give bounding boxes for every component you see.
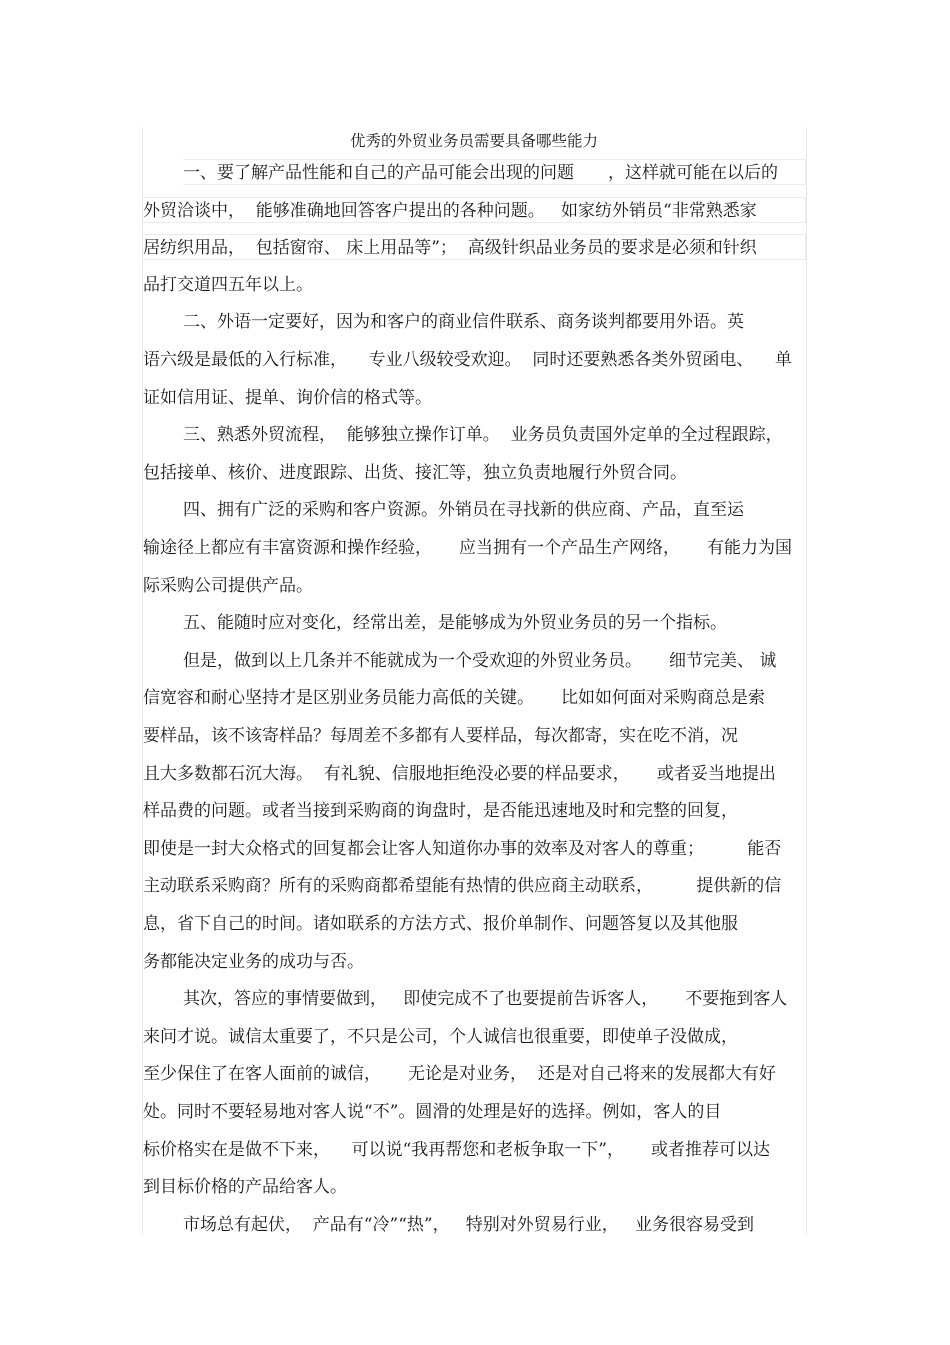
text-line: 三、熟悉外贸流程， 能够独立操作订单。 业务员负责国外定单的全过程跟踪， (183, 425, 783, 445)
text-line: 证如信用证、提单、询价信的格式等。 (143, 388, 432, 408)
text-line: 即使是一封大众格式的回复都会让客人知道你办事的效率及对客人的尊重； 能否 (143, 839, 782, 859)
text-line: 至少保住了在客人面前的诚信， 无论是对业务， 还是对自己将来的发展都大有好 (143, 1064, 776, 1084)
text-line: 四、拥有广泛的采购和客户资源。外销员在寻找新的供应商、产品，直至运 (183, 500, 744, 520)
text-line: 到目标价格的产品给客人。 (143, 1177, 347, 1197)
text-line: 际采购公司提供产品。 (143, 576, 313, 596)
text-line: 来问才说。诚信太重要了，不只是公司，个人诚信也很重要，即使单子没做成， (143, 1027, 738, 1047)
text-line: 外贸洽谈中， 能够准确地回答客户提出的各种问题。 如家纺外销员“非常熟悉家 (143, 197, 806, 223)
text-line: 要样品，该不该寄样品？每周差不多都有人要样品，每次都寄，实在吃不消，况 (143, 726, 738, 746)
text-line: 务都能决定业务的成功与否。 (143, 952, 364, 972)
text-line: 且大多数都石沉大海。 有礼貌、信服地拒绝没必要的样品要求， 或者妥当地提出 (143, 764, 776, 784)
text-line: 包括接单、核价、进度跟踪、出货、接汇等，独立负责地履行外贸合同。 (143, 463, 687, 483)
text-line: 标价格实在是做不下来， 可以说“我再帮您和老板争取一下”， 或者推荐可以达 (143, 1140, 771, 1160)
text-line: 品打交道四五年以上。 (143, 275, 313, 295)
page-frame-right (806, 127, 807, 1235)
text-line: 二、外语一定要好，因为和客户的商业信件联系、商务谈判都要用外语。英 (183, 312, 744, 332)
text-line: 处。同时不要轻易地对客人说“不”。圆滑的处理是好的选择。例如，客人的目 (143, 1102, 722, 1122)
text-line: 其次，答应的事情要做到， 即使完成不了也要提前告诉客人， 不要拖到客人 (183, 989, 788, 1009)
text-line: 语六级是最低的入行标准， 专业八级较受欢迎。 同时还要熟悉各类外贸函电、 单 (143, 350, 793, 370)
text-line: 一、要了解产品性能和自己的产品可能会出现的问题 ，这样就可能在以后的 (183, 159, 806, 185)
text-line: 市场总有起伏， 产品有“冷”“热”， 特别对外贸易行业， 业务很容易受到 (183, 1215, 754, 1235)
text-line: 息，省下自己的时间。诸如联系的方法方式、报价单制作、问题答复以及其他服 (143, 914, 738, 934)
text-line: 居纺织用品， 包括窗帘、 床上用品等”； 高级针织品业务员的要求是必须和针织 (143, 234, 806, 260)
text-line: 但是，做到以上几条并不能就成为一个受欢迎的外贸业务员。 细节完美、 诚 (183, 651, 777, 671)
document-title: 优秀的外贸业务员需要具备哪些能力 (349, 132, 598, 150)
text-line: 输途径上都应有丰富资源和操作经验， 应当拥有一个产品生产网络， 有能力为国 (143, 538, 793, 558)
text-line: 样品费的问题。或者当接到采购商的询盘时，是否能迅速地及时和完整的回复， (143, 801, 738, 821)
text-line: 信宽容和耐心坚持才是区别业务员能力高低的关键。 比如如何面对采购商总是索 (143, 688, 766, 708)
text-line: 五、能随时应对变化，经常出差，是能够成为外贸业务员的另一个指标。 (183, 613, 727, 633)
text-line: 主动联系采购商？所有的采购商都希望能有热情的供应商主动联系， 提供新的信 (143, 876, 782, 896)
